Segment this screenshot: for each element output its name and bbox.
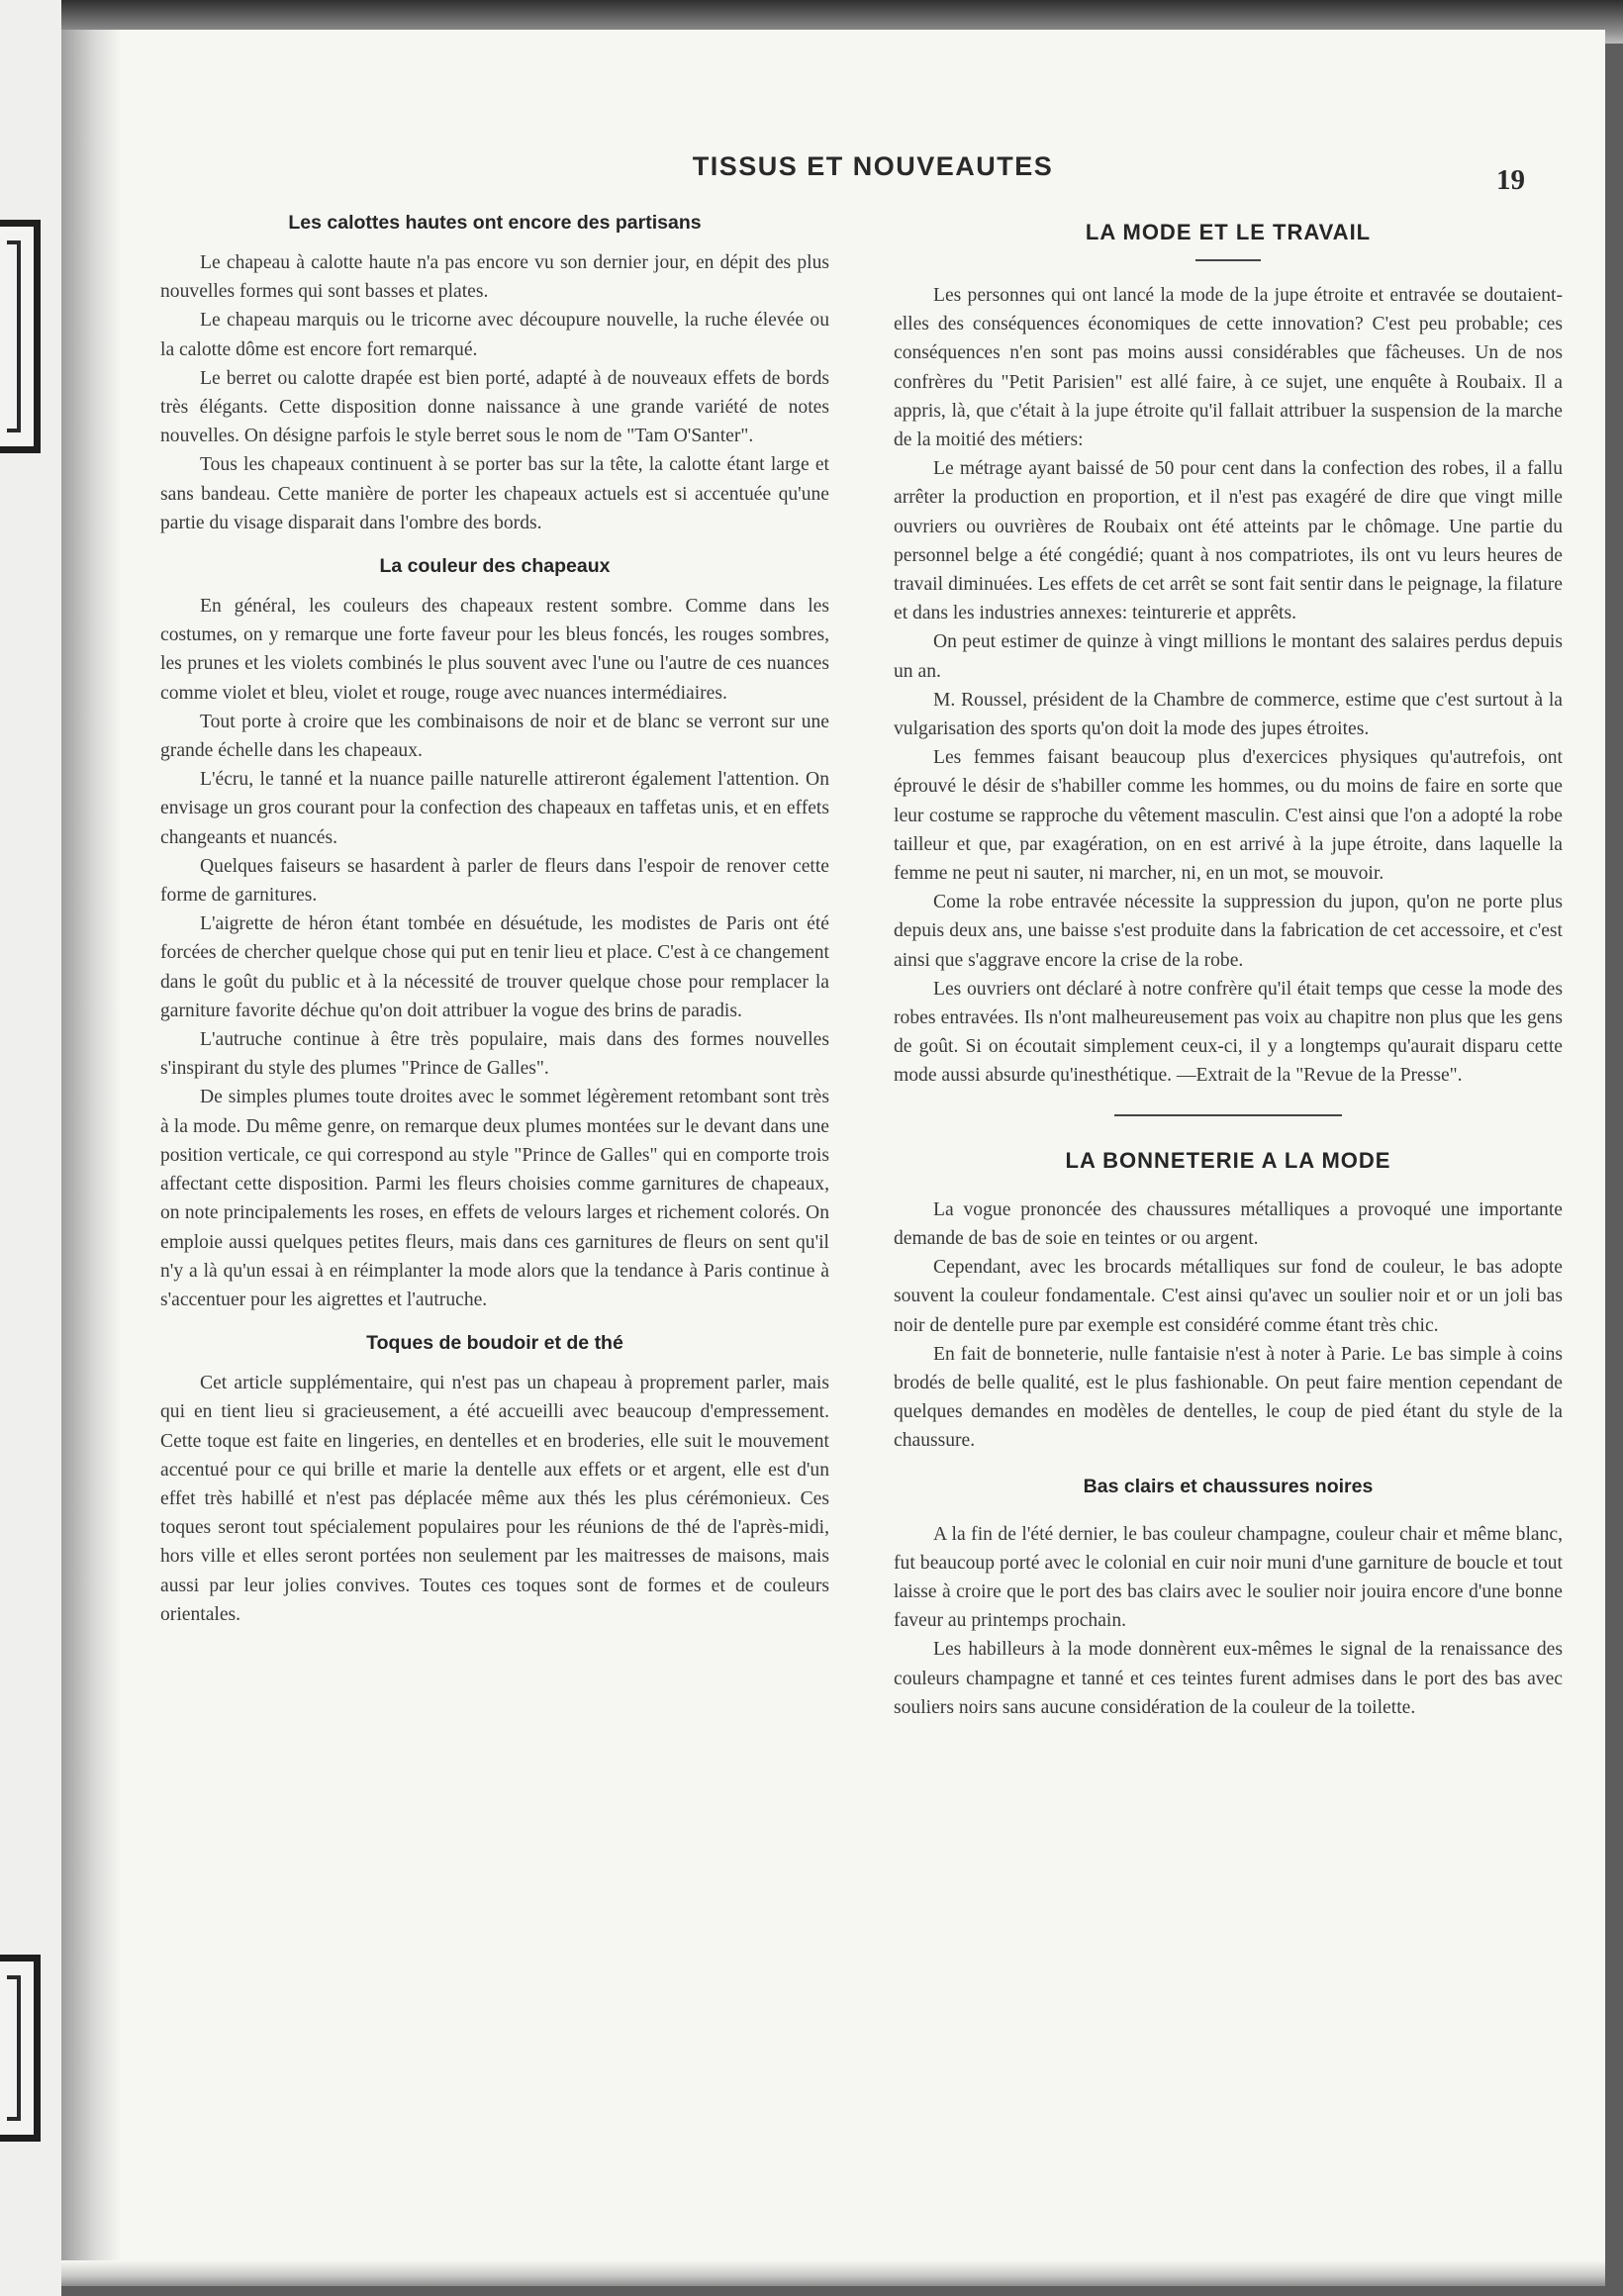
paragraph: Le métrage ayant baissé de 50 pour cent dans la confection des robes, il a fallu arrêter la production en proportion, et il n'est pas exagéré de dire que vingt mille ouvriers ou ouvrières de Roubaix ont été atteints par le chômage. Une partie du personnel belge a été congédié; quant à nos compatriotes, ils ont vu leurs heures de travail diminuées. Les effets de cet arrêt se sont fait sentir dans le peignage, la filature et dans les industries annexes: teinturerie et apprêts. bbox=[894, 458, 1563, 624]
page-gutter-shadow bbox=[61, 30, 121, 2286]
running-title: TISSUS ET NOUVEAUTES bbox=[692, 151, 1054, 181]
binder-clip-top bbox=[0, 220, 41, 453]
section-heading: Bas clairs et chaussures noires bbox=[1083, 1475, 1374, 1497]
page-number: 19 bbox=[1496, 164, 1525, 196]
paragraph: Le chapeau marquis ou le tricorne avec découpure nouvelle, la ruche élevée ou la calotte dôme est encore fort remarqué. bbox=[160, 310, 829, 360]
paragraph: Les femmes faisant beaucoup plus d'exercices physiques qu'autrefois, ont éprouvé le désir de s'habiller comme les hommes, ou du moins de faire en sorte que leur costume se rapproche du vêtement masculin. C'est ainsi que l'on a adopté la robe tailleur et que, par exagération, on en est arrivé à la jupe étroite, dans laquelle la femme ne peut ni sauter, ni marcher, ni, en un mot, se mouvoir. bbox=[894, 747, 1563, 885]
paragraph: Le berret ou calotte drapée est bien porté, adapté à de nouveaux effets de bords très élégants. Cette disposition donne naissance à une grande variété de notes nouvelles. On désigne parfois le style berret sous le nom de "Tam O'Santer". bbox=[160, 367, 829, 447]
paragraph: Tout porte à croire que les combinaisons de noir et de blanc se verront sur une grande échelle dans les chapeaux. bbox=[160, 711, 829, 762]
paragraph: La vogue prononcée des chaussures métalliques a provoqué une importante demande de bas de soie en teintes or ou argent. bbox=[894, 1198, 1563, 1249]
paragraph: L'autruche continue à être très populaire, mais dans des formes nouvelles s'inspirant du style des plumes "Prince de Galles". bbox=[160, 1029, 829, 1080]
paragraph: M. Roussel, président de la Chambre de commerce, estime que c'est surtout à la vulgarisation des sports qu'on doit la mode des jupes étroites. bbox=[894, 689, 1563, 740]
paragraph: L'écru, le tanné et la nuance paille naturelle attireront également l'attention. On envisage un gros courant pour la confection des chapeaux en taffetas unis, et en effets changeants et nuancés. bbox=[160, 769, 829, 848]
section-heading: La couleur des chapeaux bbox=[379, 555, 611, 578]
article-divider bbox=[1114, 1114, 1342, 1116]
page-bottom-shadow bbox=[61, 2260, 1605, 2286]
article-heading: LA MODE ET LE TRAVAIL bbox=[1085, 220, 1372, 244]
paragraph: Les habilleurs à la mode donnèrent eux-mêmes le signal de la renaissance des couleurs champagne et tanné et ces teintes furent admises dans le port des bas avec souliers noirs sans aucune considération de la couleur de la toilette. bbox=[894, 1639, 1563, 1718]
section-heading: Toques de boudoir et de thé bbox=[366, 1332, 623, 1355]
paragraph: Quelques faiseurs se hasardent à parler de fleurs dans l'espoir de renover cette forme de garnitures. bbox=[160, 855, 829, 907]
paragraph: Come la robe entravée nécessite la suppression du jupon, qu'on ne porte plus depuis deux ans, une baisse s'est produite dans la fabrication de cet accessoire, et c'est ainsi que s'aggrave encore la crise de la robe. bbox=[894, 892, 1563, 971]
left-column bbox=[160, 212, 829, 1629]
paragraph: De simples plumes toute droites avec le sommet légèrement retombant sont très à la mode. Du même genre, on remarque deux plumes montées sur le devant dans une position verticale, ce qui correspond au style "Prince de Galles" qui en comporte trois affectant cette disposition. Parmi les fleurs choisies comme garnitures de chapeaux, on note principalements les roses, en effets de velours larges et richement colorés. On emploie aussi quelques petites fleurs, mais dans ces garnitures de fleurs on sent qu'il n'y a là qu'un essai à en réimplanter la mode alors que la tendance à Paris continue à s'accentuer pour les aigrettes et l'autruche. bbox=[160, 1087, 829, 1310]
paragraph: Les personnes qui ont lancé la mode de la jupe étroite et entravée se doutaient-elles des conséquences économiques de cette innovation? C'est peu probable; ces conséquences n'en sont pas moins aussi considérables que fâcheuses. Un de nos confrères du "Petit Parisien" est allé faire, à ce sujet, une enquête à Roubaix. Il a appris, là, que c'était à la jupe étroite qu'il fallait attribuer la suspension de la marche de la moitié des métiers: bbox=[894, 285, 1563, 451]
paragraph: On peut estimer de quinze à vingt millions le montant des salaires perdus depuis un an. bbox=[894, 631, 1563, 682]
binder-clip-bottom bbox=[0, 1955, 41, 2142]
paragraph: A la fin de l'été dernier, le bas couleur champagne, couleur chair et même blanc, fut beaucoup porté avec le colonial en cuir noir muni d'une garniture de boucle et tout laisse à croire que le port des bas clairs avec le soulier noir jouira encore d'une bonne faveur au printemps prochain. bbox=[894, 1523, 1563, 1632]
paragraph: L'aigrette de héron étant tombée en désuétude, les modistes de Paris ont été forcées de chercher quelque chose qui put en tenir lieu et place. C'est à ce changement dans le goût du public et à la nécessité de trouver quelque chose pour remplacer la garniture favorite déchue qu'on doit attribuer la vogue des brins de paradis. bbox=[160, 913, 829, 1021]
paragraph: Cet article supplémentaire, qui n'est pas un chapeau à proprement parler, mais qui en tient lieu si gracieusement, a été accueilli avec beaucoup d'empressement. Cette toque est faite en lingeries, en dentelles et en broderies, elle suit le mouvement accentué pour ce qui brille et marie la dentelle aux effets or et argent, elle est d'un effet très habillé et n'est pas déplacée même aux thés les plus cérémonieux. Ces toques seront tout spécialement populaires pour les réunions de thé de l'après-midi, hors ville et elles seront portées non seulement par les maitresses de maisons, mais aussi par leur jolies convives. Toutes ces toques sont de formes et de couleurs orientales. bbox=[160, 1373, 829, 1625]
paragraph: En fait de bonneterie, nulle fantaisie n'est à noter à Parie. Le bas simple à coins brodés de belle qualité, est le plus fashionable. On peut faire mention cependant de quelques demandes en modèles de dentelles, le coup de pied étant du style de la chaussure. bbox=[894, 1343, 1563, 1452]
article-heading: LA BONNETERIE A LA MODE bbox=[1065, 1147, 1391, 1173]
paragraph: Le chapeau à calotte haute n'a pas encore vu son dernier jour, en dépit des plus nouvelles formes qui sont basses et plates. bbox=[160, 252, 829, 303]
paragraph: Les ouvriers ont déclaré à notre confrère qu'il était temps que cesse la mode des robes entravées. Ils n'ont malheureusement pas voix au chapitre non plus que les gens de goût. Si on écoutait simplement ceux-ci, il y a longtemps qu'aurait disparu cette mode aussi absurde qu'inesthétique. —Extrait de la "Revue de la Presse". bbox=[894, 978, 1563, 1087]
section-heading: Les calottes hautes ont encore des partisans bbox=[288, 212, 702, 234]
heading-rule bbox=[1195, 259, 1261, 261]
paragraph: Tous les chapeaux continuent à se porter bas sur la tête, la calotte étant large et sans bandeau. Cette manière de porter les chapeaux actuels est si accentuée qu'une partie du visage disparait dans l'ombre des bords. bbox=[160, 454, 829, 533]
paragraph: Cependant, avec les brocards métalliques sur fond de couleur, le bas adopte souvent la couleur fondamentale. C'est ainsi qu'avec un soulier noir et or un joli bas noir de dentelle pure par exemple est considéré comme étant très chic. bbox=[894, 1257, 1563, 1336]
paragraph: En général, les couleurs des chapeaux restent sombre. Comme dans les costumes, on y remarque une forte faveur pour les bleus foncés, les rouges sombres, les prunes et les violets combinés le plus souvent avec l'une ou l'autre de ces nuances comme violet et bleu, violet et rouge, rouge avec nuances intermédiaires. bbox=[160, 596, 829, 704]
right-column bbox=[894, 220, 1563, 1722]
